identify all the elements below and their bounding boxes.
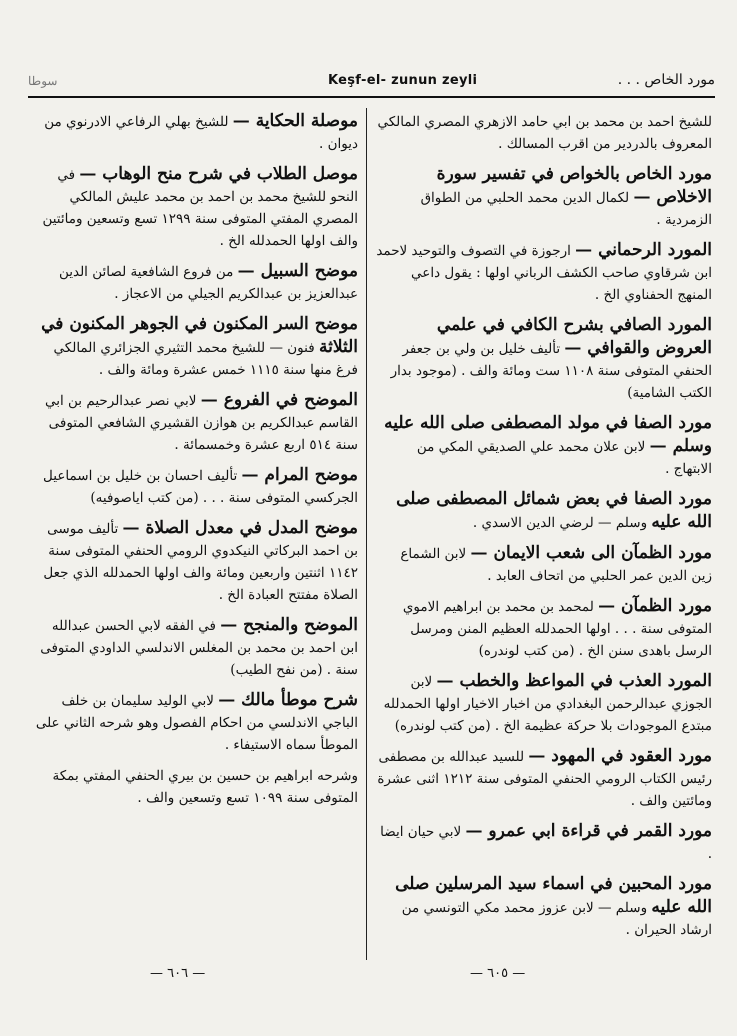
entry: مورد القمر في قراءة ابي عمرو — لابي حيان ايضا . [380, 821, 712, 862]
right-column [376, 110, 712, 949]
entry: مورد العقود في المهود — للسيد عبدالله بن مصطفى رئيس الكتاب الرومي الحنفي المتوفى سنة ١٢١٢ اثنى عشرة ومائتين والف . [377, 746, 712, 809]
entry: مورد الخاص بالخواص في تفسير سورة الاخلاص — لكمال الدين محمد الحلبي من الطواق الزمردية . [420, 164, 712, 228]
entry: المورد العذب في المواعظ والخطب — لابن الجوزي عبدالرحمن البغدادي من اخبار الاخيار اولها الحمدلله مبتدع الموجودات بلا حركة عظيمة الخ . (من كتب لوندره) [383, 671, 712, 734]
entry: وشرحه ابراهيم بن حسين بن بيري الحنفي المفتي بمكة المتوفى سنة ١٠٩٩ تسع وتسعين والف . [52, 768, 358, 806]
left-column [30, 110, 358, 817]
entry: موضح السبيل — من فروع الشافعية لصائن الدين عبدالعزيز بن عبدالكريم الجيلي من الاعجاز . [58, 261, 358, 302]
entry: مورد الظمآن — لمحمد بن محمد بن ابراهيم الاموي المتوفى سنة . . . اولها الحمدلله العظيم المنن ومرسل الرسل باهدى سنن الخ . (من كتب لوندره) [402, 596, 712, 659]
header-left-text: سوطا [28, 74, 58, 88]
page-number-left: — ٦٠٦ — [150, 966, 206, 981]
header-title: Keşf-el- zunun zeyli [328, 73, 478, 88]
entry: شرح موطأ مالك — لابي الوليد سليمان بن خلف الباجي الاندلسي من احكام الفصول وهو شرحه الثاني على الموطأ سماه الاستيفاء . [35, 690, 358, 753]
header-rule [28, 96, 715, 98]
entry: المورد الرحماني — ارجوزة في التصوف والتوحيد لاحمد ابن شرقاوي صاحب الكشف الرباني اولها : يقول داعي المنهج الحفناوي الخ . [376, 240, 712, 303]
entry: موضح المدل في معدل الصلاة — تأليف موسى بن احمد البركاتي النيكدوي الرومي الحنفي المتوفى سنة ١١٤٢ اثنتين واربعين ومائة والف اولها الحمدلله الذي جعل الصلاة مفتتح العبادة الخ . [43, 518, 358, 603]
entry: مورد الصفا في بعض شمائل المصطفى صلى الله عليه وسلم — لرضي الدين الاسدي . [396, 489, 712, 532]
page-number-right: — ٦٠٥ — [470, 966, 526, 981]
entry: للشيخ احمد بن محمد بن ابي حامد الازهري المصري المالكي المعروف بالدردير من اقرب المسالك . [377, 114, 712, 152]
entry: مورد المحبين في اسماء سيد المرسلين صلى الله عليه وسلم — لابن عزوز محمد مكي التونسي من ارشاد الحيران . [395, 874, 712, 938]
entry: موصل الطلاب في شرح منح الوهاب — في النحو للشيخ محمد بن احمد بن محمد عليش المالكي المصري المفتي المتوفى سنة ١٢٩٩ تسع وتسعين ومائتين والف اولها الحمدلله الخ . [42, 164, 358, 249]
entry: المورد الصافي بشرح الكافي في علمي العروض والقوافي — تأليف خليل بن ولي بن جعفر الحنفي المتوفى سنة ١١٠٨ ست ومائة والف . (موجود بدار الكتب الشامية) [390, 315, 712, 401]
entry: الموضح والمنجح — في الفقه لابي الحسن عبدالله ابن احمد بن محمد بن المغلس الاندلسي الداودي المتوفى سنة . (من نفح الطيب) [40, 615, 358, 678]
entry: مورد الصفا في مولد المصطفى صلى الله عليه وسلم — لابن علان محمد علي الصديقي المكي من الابتهاج . [384, 413, 712, 477]
entry: موضح المرام — تأليف احسان بن خليل بن اسماعيل الجركسي المتوفى سنة . . . (من كتب اياصوفيه) [43, 465, 358, 506]
entry: مورد الظمآن الى شعب الايمان — لابن الشماع زين الدين عمر الحلبي من اتحاف العابد . [400, 543, 712, 584]
header-right-text: مورد الخاص . . . [617, 72, 715, 88]
entry: موضح السر المكنون في الجوهر المكنون في الثلاثة فنون — للشيخ محمد التثيري الجزائري المالكي فرغ منها سنة ١١١٥ خمس عشرة ومائة والف . [41, 314, 358, 378]
column-divider [366, 108, 367, 960]
entry: الموضح في الفروع — لابي نصر عبدالرحيم بن ابي القاسم عبدالكريم بن هوازن القشيري الشافعي المتوفى سنة ٥١٤ اربع عشرة وخمسمائة . [44, 390, 358, 453]
page-header [28, 70, 715, 96]
entry: موصلة الحكاية — للشيخ بهلي الرفاعي الادرنوي من ديوان . [44, 111, 358, 152]
